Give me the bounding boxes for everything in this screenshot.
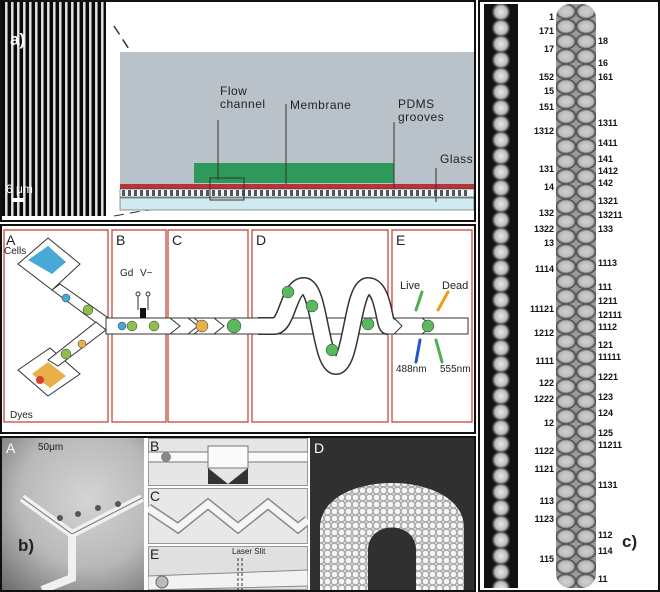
panel-c-number-label: 152	[538, 72, 554, 82]
panel-c-number-label: 12	[543, 418, 554, 428]
flow-label-555: 555nm	[440, 364, 471, 375]
panel-c-number-label: 1211	[598, 296, 618, 306]
panel-c-number-label: 1322	[533, 224, 554, 234]
panel-b-laser-slit: Laser Slit	[232, 547, 266, 556]
flow-label-C: C	[172, 232, 183, 248]
panel-c-number-label: 14	[543, 182, 554, 192]
panel-c-fluorescence-column	[484, 4, 518, 588]
panel-c-number-label: 132	[538, 208, 554, 218]
panel-a-label: a)	[10, 30, 26, 49]
label-membrane: Membrane	[290, 98, 352, 112]
panel-c-number-label: 12111	[598, 310, 623, 320]
label-flow-channel: Flow channel	[220, 84, 266, 111]
panel-c-number-label: 1113	[598, 258, 618, 268]
panel-c-number-label: 121	[598, 340, 614, 350]
flow-label-D: D	[256, 232, 267, 248]
panel-c-number-label: 161	[598, 72, 614, 82]
panel-c-number-label: 18	[598, 36, 609, 46]
panel-c-number-label: 1114	[534, 264, 554, 274]
panel-c-number-label: 17	[543, 44, 554, 54]
panel-c-number-label: 1123	[534, 514, 554, 524]
panel-c-number-label: 1122	[534, 446, 554, 456]
panel-c-number-label: 11121	[529, 304, 554, 314]
panel-b-label-E: E	[150, 546, 160, 562]
panel-b-label-C: C	[150, 488, 161, 504]
panel-c-number-label: 1221	[598, 372, 619, 382]
panel-c-number-label: 1312	[533, 126, 554, 136]
panel-c-number-label: 1	[548, 12, 554, 22]
scale-bar-label: 6 μm	[6, 182, 33, 196]
panel-c-number-label: 1411	[598, 138, 618, 148]
panel-c-number-label: 131	[538, 164, 554, 174]
panel-b-label-D: D	[314, 440, 325, 456]
panel-c-label: c)	[622, 532, 638, 551]
panel-b-label-B: B	[150, 438, 160, 454]
flow-label-dyes: Dyes	[10, 410, 33, 421]
flow-label-gd: Gd	[120, 268, 134, 279]
flow-label-488: 488nm	[396, 364, 427, 375]
label-pdms-grooves: PDMS grooves	[398, 97, 445, 124]
panel-c-number-label: 111	[598, 282, 613, 292]
panel-b-label-A: A	[6, 440, 16, 456]
panel-b-label: b)	[18, 536, 35, 555]
panel-c-number-label: 13211	[598, 210, 623, 220]
panel-b-E-channel	[148, 546, 308, 590]
panel-c-number-label: 151	[538, 102, 554, 112]
panel-b-scale: 50μm	[38, 442, 64, 453]
panel-c-number-label: 1212	[533, 328, 554, 338]
panel-c-number-label: 1412	[598, 166, 619, 176]
panel-c-number-label: 171	[538, 26, 554, 36]
flow-label-A: A	[6, 232, 16, 248]
panel-c-number-label: 1321	[598, 196, 619, 206]
panel-c-number-label: 11211	[598, 440, 623, 450]
flow-label-E: E	[396, 232, 406, 248]
panel-b-B-channel	[148, 438, 308, 486]
panel-c-number-label: 124	[598, 408, 614, 418]
panel-c-number-label: 122	[538, 378, 554, 388]
label-glass: Glass	[440, 152, 474, 166]
panel-c-number-label: 1121	[534, 464, 554, 474]
panel-b-junction	[2, 438, 144, 590]
panel-c-number-label: 112	[598, 530, 613, 540]
panel-c-number-label: 141	[598, 154, 614, 164]
flow-label-v: V~	[140, 268, 153, 279]
flow-diagram	[2, 226, 474, 432]
panel-c-number-label: 16	[598, 58, 609, 68]
panel-c-number-label: 142	[598, 178, 614, 188]
panel-c-number-label: 11111	[598, 352, 622, 362]
flow-label-cells: Cells	[4, 246, 27, 257]
panel-c-number-label: 15	[543, 86, 554, 96]
panel-c-number-label: 125	[598, 428, 614, 438]
flow-label-live: Live	[400, 280, 421, 292]
panel-c-number-label: 114	[598, 546, 613, 556]
panel-c-number-label: 1222	[533, 394, 554, 404]
panel-c-brightfield-column	[556, 4, 596, 588]
scale-bar	[12, 198, 24, 202]
panel-c-number-label: 113	[539, 496, 554, 506]
panel-c-number-label: 115	[539, 554, 554, 564]
panel-c-number-label: 1311	[598, 118, 618, 128]
panel-c-number-label: 123	[598, 392, 614, 402]
panel-c-number-label: 11	[598, 574, 608, 584]
panel-b-D-arch	[310, 438, 474, 590]
panel-c-number-label: 133	[598, 224, 614, 234]
panel-b-C-zigzag	[148, 488, 308, 544]
flow-label-dead: Dead	[442, 280, 469, 292]
panel-c-number-label: 13	[543, 238, 554, 248]
flow-label-B: B	[116, 232, 126, 248]
panel-c-number-label: 1112	[598, 322, 618, 332]
panel-c-number-label: 1131	[598, 480, 618, 490]
panel-c-number-label: 1111	[535, 356, 554, 366]
